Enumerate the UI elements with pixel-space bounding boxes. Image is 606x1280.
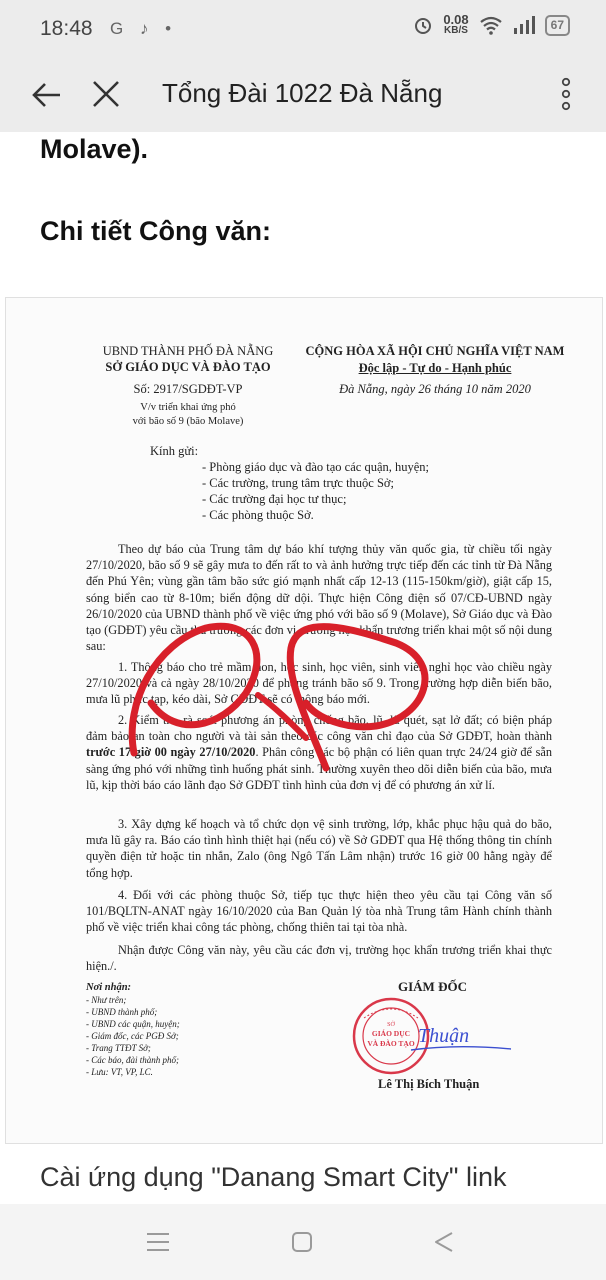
receiver-item: - UBND thành phố; bbox=[86, 1007, 158, 1017]
receiver-item: - Giám đốc, các PGĐ Sở; bbox=[86, 1031, 179, 1041]
status-bar bbox=[0, 0, 606, 56]
network-speed: 0.08 KB/S bbox=[443, 12, 469, 36]
receiver-item: - Trang TTĐT Sở; bbox=[86, 1043, 151, 1053]
app-bar bbox=[0, 56, 606, 132]
notification-icons: G ♪ • bbox=[110, 19, 178, 38]
status-indicators bbox=[413, 14, 570, 36]
signal-icon bbox=[513, 16, 535, 34]
subject-line1: V/v triển khai ứng phó bbox=[140, 402, 236, 413]
wifi-icon bbox=[479, 15, 503, 35]
recipient-item: - Các trường, trung tâm trực thuộc Sở; bbox=[202, 476, 395, 490]
signer-name: Lê Thị Bích Thuận bbox=[378, 1077, 480, 1091]
org-line2: SỞ GIÁO DỤC VÀ ĐÀO TẠO bbox=[105, 360, 271, 374]
svg-text:GIÁO DỤC: GIÁO DỤC bbox=[371, 1029, 411, 1038]
nation-name: CỘNG HÒA XÃ HỘI CHỦ NGHĨA VIỆT NAM bbox=[305, 344, 565, 358]
item-3: 3. Xây dựng kế hoạch và tổ chức dọn vệ sinh trường, lớp, khắc phục hậu quả do bão, mưa lũ gây ra. Báo cáo tình hình thiệt hại (nếu có) về Sở GDĐT qua Hệ thống thông tin chính quyền điện tử hoặc tin nhắn, Zalo (ông Ngô Tấn Lâm nhận) trước 16 giờ 00 hằng ngày để tổng hợp. bbox=[86, 817, 552, 880]
back-arrow-icon[interactable] bbox=[30, 78, 64, 112]
official-stamp-icon bbox=[336, 996, 516, 1076]
status-time: 18:48 bbox=[40, 17, 93, 40]
svg-text:Thuận: Thuận bbox=[418, 1025, 470, 1047]
receiver-item: - Như trên; bbox=[86, 995, 127, 1005]
svg-text:VÀ ĐÀO TẠO: VÀ ĐÀO TẠO bbox=[367, 1039, 415, 1048]
document-date: Đà Nẵng, ngày 26 tháng 10 năm 2020 bbox=[339, 382, 531, 396]
subject-line2: với bão số 9 (bão Molave) bbox=[132, 416, 244, 427]
recipient-item: - Các trường đại học tư thục; bbox=[202, 492, 347, 506]
receiver-item: - Các báo, đài thành phố; bbox=[86, 1055, 179, 1065]
next-paragraph-start: Cài ứng dụng "Danang Smart City" link bbox=[40, 1162, 507, 1192]
home-icon[interactable] bbox=[291, 1231, 313, 1253]
document-number: Số: 2917/SGDĐT-VP bbox=[133, 382, 243, 396]
item-4: 4. Đối với các phòng thuộc Sở, tiếp tục thực hiện theo yêu cầu tại Công văn số 101/BQLTN-ANAT ngày 16/10/2020 của Ban Quản lý tòa nhà Trung tâm Hành chính thành phố về việc triển khai công tác phòng, chống thiên tai tại tòa nhà. bbox=[86, 888, 552, 935]
system-navigation-bar bbox=[0, 1204, 606, 1280]
battery-icon: 67 bbox=[545, 15, 570, 36]
recipient-item: - Các phòng thuộc Sở. bbox=[202, 508, 314, 522]
closing-paragraph: Nhận được Công văn này, yêu cầu các đơn vị, trường học khẩn trương triển khai thực hiện./. bbox=[86, 943, 552, 974]
section-heading: Chi tiết Công văn: bbox=[40, 216, 271, 246]
org-line1: UBND THÀNH PHỐ ĐÀ NẴNG bbox=[102, 344, 274, 358]
receivers-title: Nơi nhận: bbox=[86, 982, 132, 993]
back-triangle-icon[interactable] bbox=[432, 1230, 456, 1254]
web-content[interactable] bbox=[0, 132, 606, 1204]
page-title: Tổng Đài 1022 Đà Nẵng bbox=[162, 78, 443, 108]
item-2: 2. Kiểm tra, rà soát phương án phòng chống bão, lũ, lũ quét, sạt lở đất; có biện pháp đảm bảo an toàn cho người và tài sản theo các công văn chỉ đạo của Sở GDĐT, hoàn thành trước 17 giờ 00 ngày 27/10/2020. Phân công các bộ phận có liên quan trực 24/24 giờ để sẵn sàng ứng phó với những tình huống phát sinh. Thường xuyên theo dõi diễn biến của bão, mưa lũ, kịp thời báo cáo lãnh đạo Sở GDĐT tình hình của đơn vị để có phương án xử lí. bbox=[86, 713, 552, 792]
close-icon[interactable] bbox=[90, 78, 122, 110]
receiver-item: - Lưu: VT, VP, LC. bbox=[86, 1067, 153, 1077]
previous-paragraph-end: Molave). bbox=[40, 134, 149, 164]
national-motto: Độc lập - Tự do - Hạnh phúc bbox=[358, 361, 512, 375]
more-options-icon[interactable] bbox=[556, 76, 576, 112]
svg-text:SỞ: SỞ bbox=[387, 1022, 395, 1028]
greeting: Kính gửi: bbox=[150, 444, 199, 458]
item-1: 1. Thông báo cho trẻ mầm non, học sinh, học viên, sinh viên nghỉ học vào chiều ngày 27/10/2020 và cả ngày 28/10/2020 để phòng tránh bão số 9. Trong trường hợp diễn biến bão, mưa lũ phức tạp, kéo dài, Sở GDĐT sẽ có thông báo mới. bbox=[86, 660, 552, 707]
intro-paragraph: Theo dự báo của Trung tâm dự báo khí tượng thủy văn quốc gia, từ chiều tối ngày 27/10/2020, bão số 9 sẽ gây mưa to đến rất to và ảnh hưởng trực tiếp đến các tỉnh từ Đà Nẵng đến Phú Yên; vùng gần tâm bão sức gió mạnh nhất cấp 12-13 (115-150km/giờ), giật cấp 15, sóng biển cao từ 8-10m; biển động dữ dội. Thực hiện Công điện số 07/CĐ-UBND ngày 26/10/2020 của UBND thành phố về việc ứng phó với bão số 9 (Molave), Sở Giáo dục và Đào tạo (GDĐT) yêu cầu thủ trưởng các đơn vị, trường học khẩn trương triển khai một số nội dung sau: bbox=[86, 542, 552, 654]
recent-apps-icon[interactable] bbox=[146, 1232, 170, 1252]
recipient-item: - Phòng giáo dục và đào tạo các quận, huyện; bbox=[202, 460, 430, 474]
alarm-icon bbox=[413, 15, 433, 35]
signer-title: GIÁM ĐỐC bbox=[398, 979, 467, 994]
document-image[interactable] bbox=[5, 297, 603, 1144]
receiver-item: - UBND các quận, huyện; bbox=[86, 1019, 180, 1029]
